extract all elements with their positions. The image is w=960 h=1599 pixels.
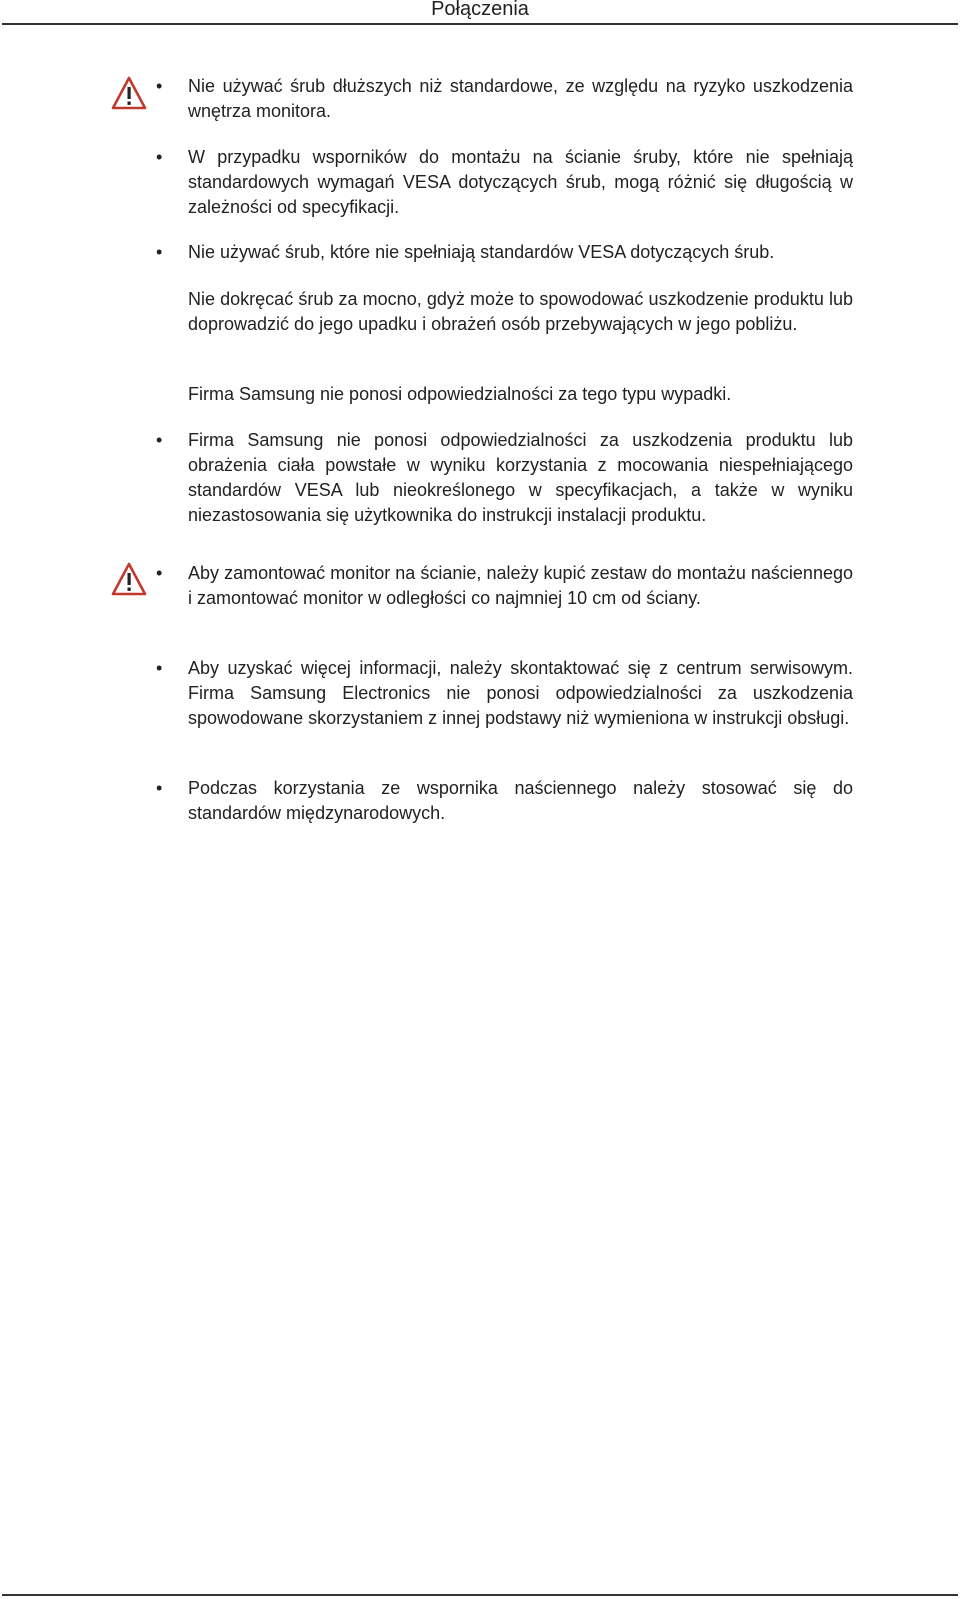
warning-triangle-icon <box>110 75 148 111</box>
page-title: Połączenia <box>431 0 529 20</box>
bullet-marker: • <box>156 242 163 262</box>
bullet-marker: • <box>156 658 163 678</box>
page-header <box>0 0 960 24</box>
sub-paragraph: Firma Samsung nie ponosi odpowiedzialności za tego typu wypadki. <box>188 384 732 404</box>
bullet-marker: • <box>156 76 163 96</box>
footer-divider <box>2 1594 958 1596</box>
bullet-marker: • <box>156 430 163 450</box>
warning-triangle-icon <box>110 561 148 597</box>
list-item-text: Nie używać śrub, które nie spełniają standardów VESA dotyczących śrub. <box>188 242 775 262</box>
list-item-text: Aby uzyskać więcej informacji, należy skontaktować się z centrum serwisowym. Firma Samsung Electronics nie ponosi odpowiedzialności za uszkodzenia spowodowane skorzystaniem z innej podstawy niż wymieniona w instrukcji obsługi. <box>188 658 853 728</box>
bullet-marker: • <box>156 147 163 167</box>
bullet-marker: • <box>156 563 163 583</box>
sub-paragraph: Nie dokręcać śrub za mocno, gdyż może to spowodować uszkodzenie produktu lub doprowadzić do jego upadku i obrażeń osób przebywających w jego pobliżu. <box>188 289 853 334</box>
list-item-text: W przypadku wsporników do montażu na ścianie śruby, które nie spełniają standardowych wymagań VESA dotyczących śrub, mogą różnić się długością w zależności od specyfikacji. <box>188 147 853 217</box>
list-item-text: Nie używać śrub dłuższych niż standardowe, ze względu na ryzyko uszkodzenia wnętrza monitora. <box>188 76 853 121</box>
header-divider <box>2 23 958 25</box>
list-item-text: Podczas korzystania ze wspornika naściennego należy stosować się do standardów międzynarodowych. <box>188 778 853 823</box>
bullet-marker: • <box>156 778 163 798</box>
list-item-text: Aby zamontować monitor na ścianie, należy kupić zestaw do montażu naściennego i zamontować monitor w odległości co najmniej 10 cm od ściany. <box>188 563 853 608</box>
list-item-text: Firma Samsung nie ponosi odpowiedzialności za uszkodzenia produktu lub obrażenia ciała powstałe w wyniku korzystania z mocowania niespełniającego standardów VESA lub nieokreślonego w specyfikacjach, a także w wyniku niezastosowania się użytkownika do instrukcji instalacji produktu. <box>188 430 853 525</box>
